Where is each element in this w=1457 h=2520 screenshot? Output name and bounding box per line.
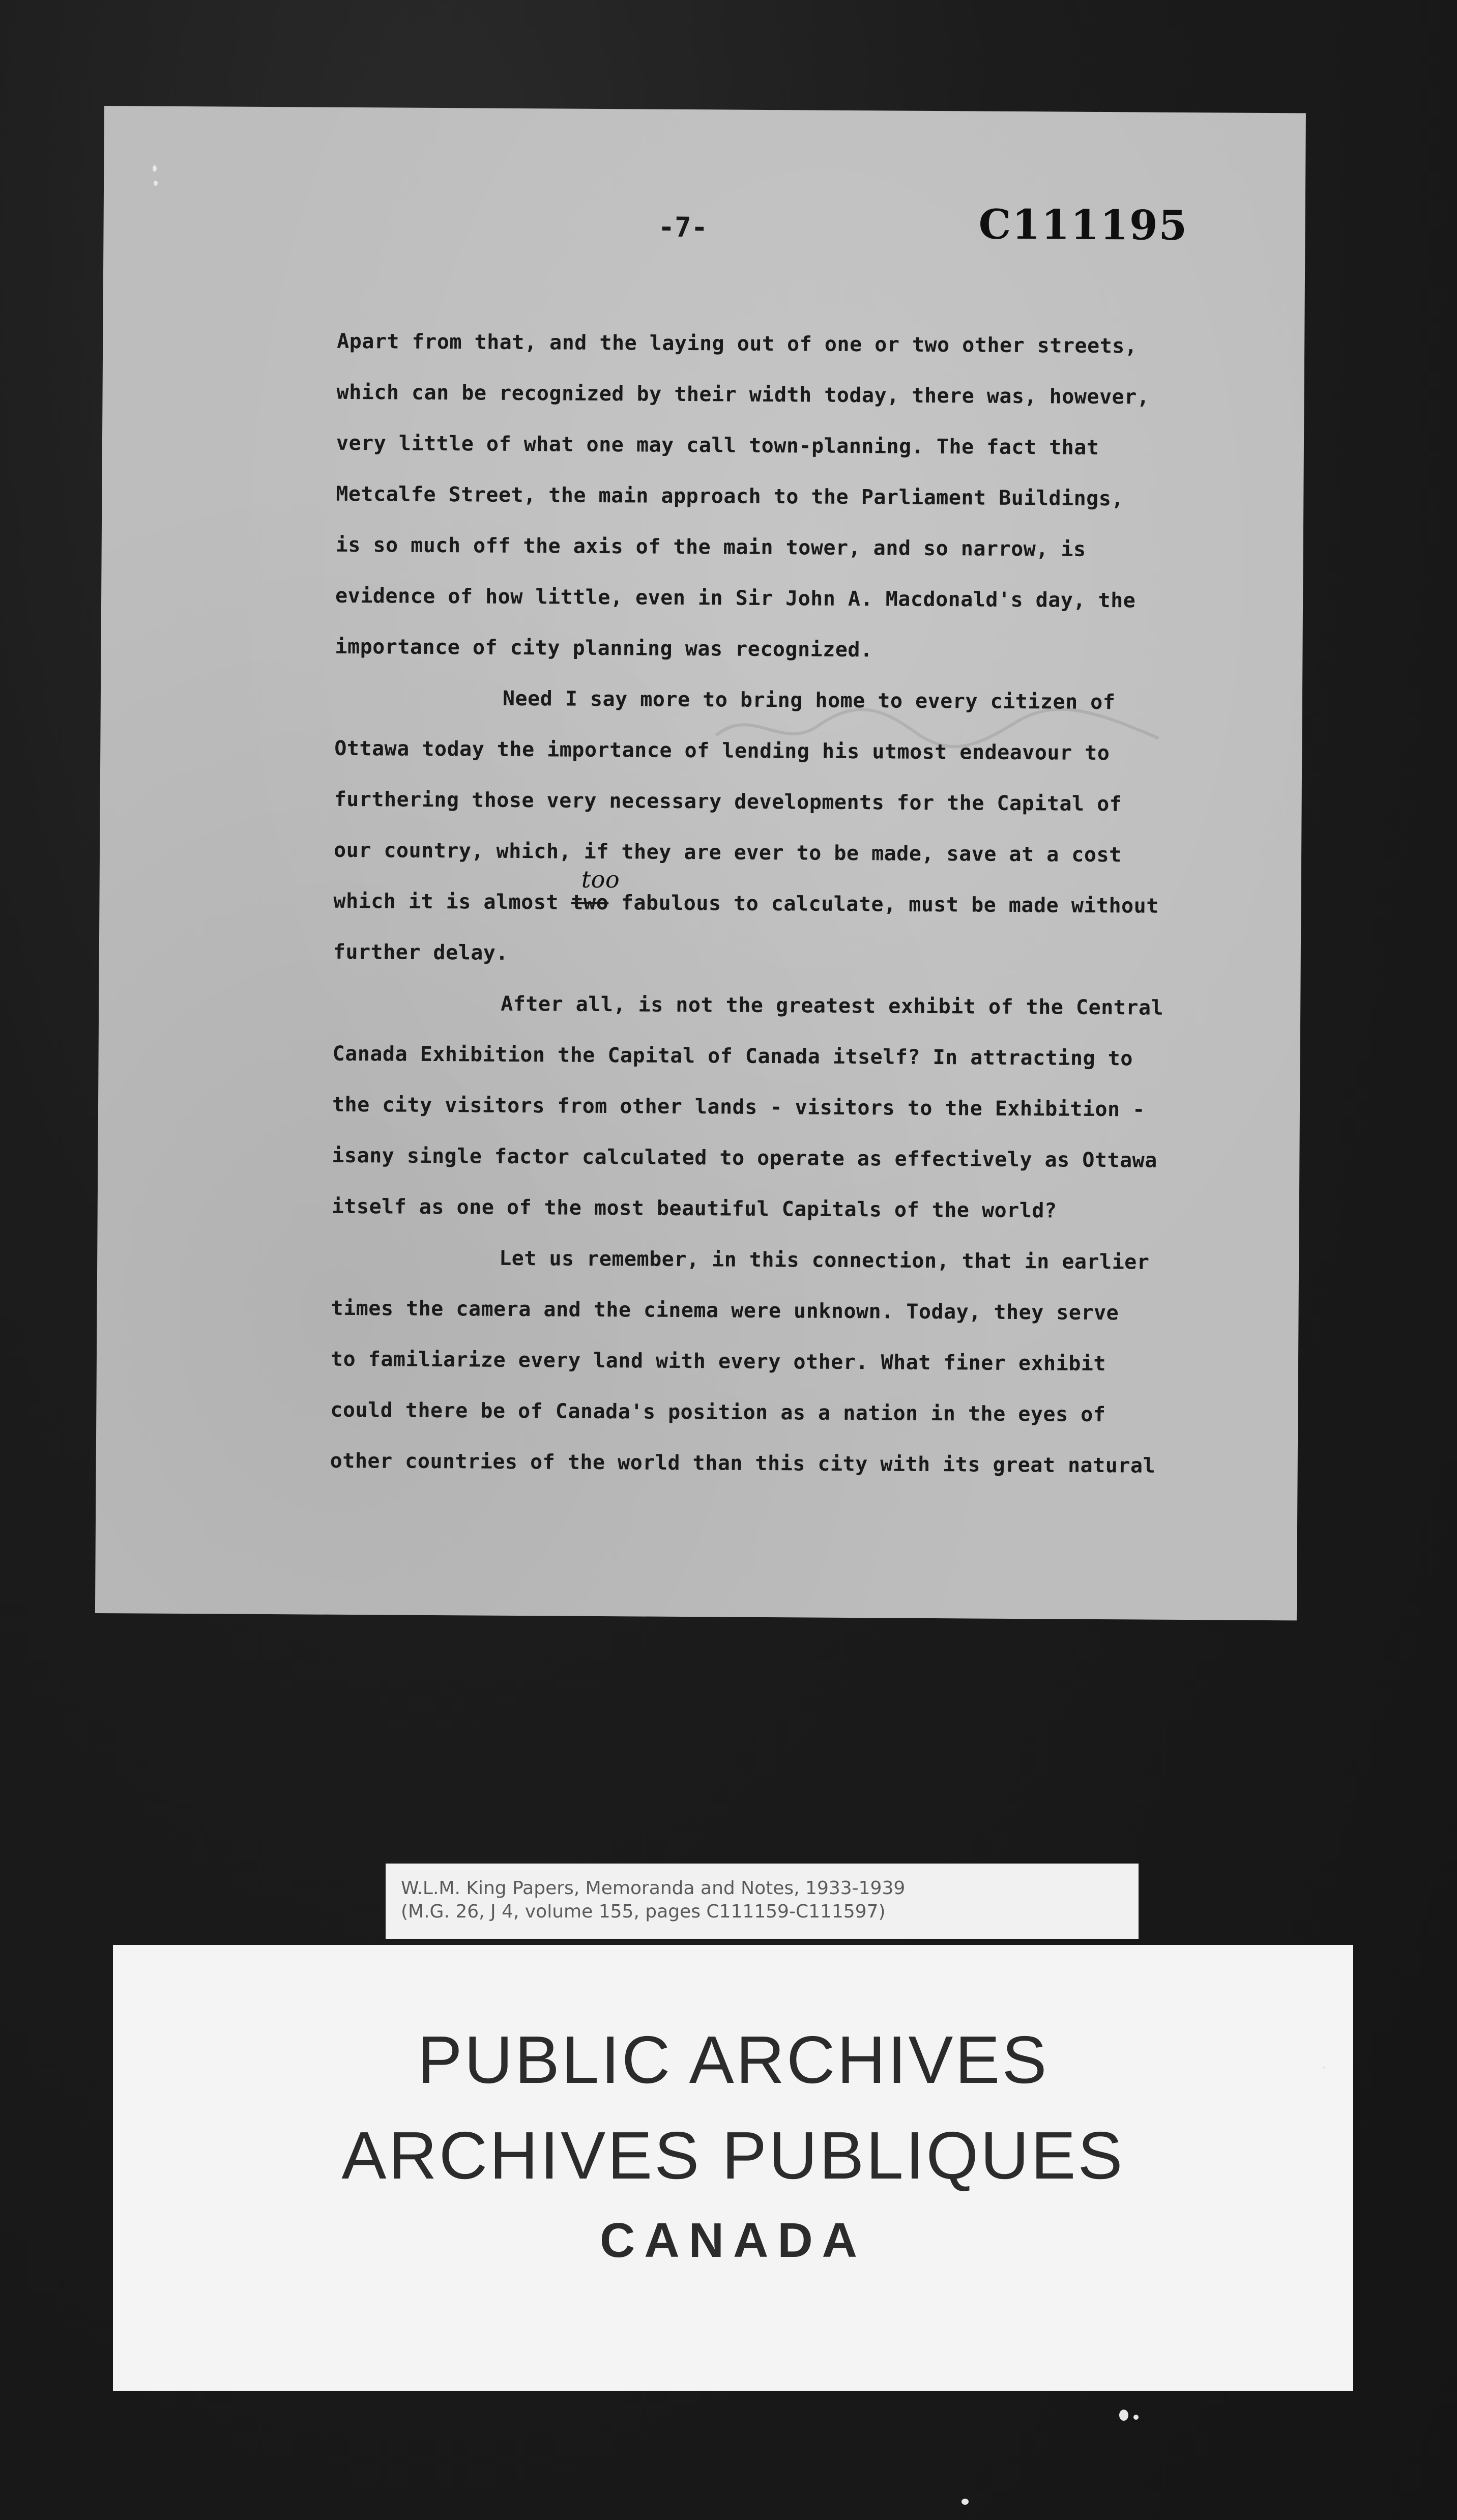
text-line: Ottawa today the importance of lending his utmost endeavour to (334, 736, 1110, 765)
text-line (333, 865, 1290, 932)
archives-country: CANADA (600, 2213, 866, 2268)
text-line: other countries of the world than this city with its great natural (330, 1449, 1156, 1478)
text-line: importance of city planning was recognized. (335, 635, 873, 662)
text-line: Need I say more to bring home to every citizen of (502, 686, 1116, 714)
film-speck (1119, 2410, 1128, 2421)
text-line: Let us remember, in this connection, that in earlier (499, 1246, 1150, 1274)
text-line: Canada Exhibition the Capital of Canada itself? In attracting to (332, 1042, 1133, 1071)
reference-label (386, 1864, 1139, 1939)
film-speck (154, 181, 158, 186)
film-speck (1323, 2066, 1326, 2069)
text-line: After all, is not the greatest exhibit of the Central (501, 992, 1164, 1020)
text-line: further delay. (333, 940, 509, 965)
page-number: -7- (658, 211, 708, 244)
archives-card (113, 1945, 1353, 2391)
text-line: isany single factor calculated to operate as effectively as Ottawa (332, 1143, 1157, 1172)
struck-word: two (571, 891, 609, 915)
archive-stamp-number: C111195 (978, 200, 1188, 250)
film-speck (1133, 2415, 1139, 2420)
inserted-word: too (581, 865, 620, 894)
text-line: evidence of how little, even in Sir John A. Macdonald's day, the (335, 584, 1136, 613)
archives-title-english: PUBLIC ARCHIVES (417, 2022, 1049, 2097)
text-segment: which it is almost (333, 889, 571, 914)
text-line: times the camera and the cinema were unknown. Today, they serve (331, 1296, 1119, 1325)
text-line: Apart from that, and the laying out of one or two other streets, (337, 329, 1138, 358)
text-line: our country, which, if they are ever to be made, save at a cost (333, 838, 1122, 867)
text-line: to familiarize every land with every other. What finer exhibit (330, 1347, 1106, 1376)
text-line: could there be of Canada's position as a nation in the eyes of (330, 1398, 1106, 1427)
text-line: which can be recognized by their width today, there was, however, (336, 380, 1150, 409)
reference-line-2: (M.G. 26, J 4, volume 155, pages C111159-C111597) (401, 1901, 886, 1922)
typed-page (95, 106, 1306, 1620)
text-line: very little of what one may call town-planning. The fact that (336, 431, 1099, 460)
body-text (330, 316, 1293, 1492)
archives-title-french: ARCHIVES PUBLIQUES (341, 2118, 1125, 2193)
film-speck (961, 2499, 969, 2505)
reference-line-1: W.L.M. King Papers, Memoranda and Notes, 1933-1939 (401, 1878, 906, 1899)
text-line: itself as one of the most beautiful Capitals of the world? (331, 1194, 1057, 1223)
text-line: the city visitors from other lands - visitors to the Exhibition - (332, 1093, 1145, 1122)
film-speck (153, 165, 157, 171)
text-line: Metcalfe Street, the main approach to the Parliament Buildings, (336, 482, 1124, 511)
text-line: furthering those very necessary developments for the Capital of (334, 787, 1122, 816)
handwritten-correction (571, 865, 620, 915)
text-line: is so much off the axis of the main tower, and so narrow, is (335, 533, 1086, 561)
text-segment: fabulous to calculate, must be made without (608, 891, 1159, 918)
